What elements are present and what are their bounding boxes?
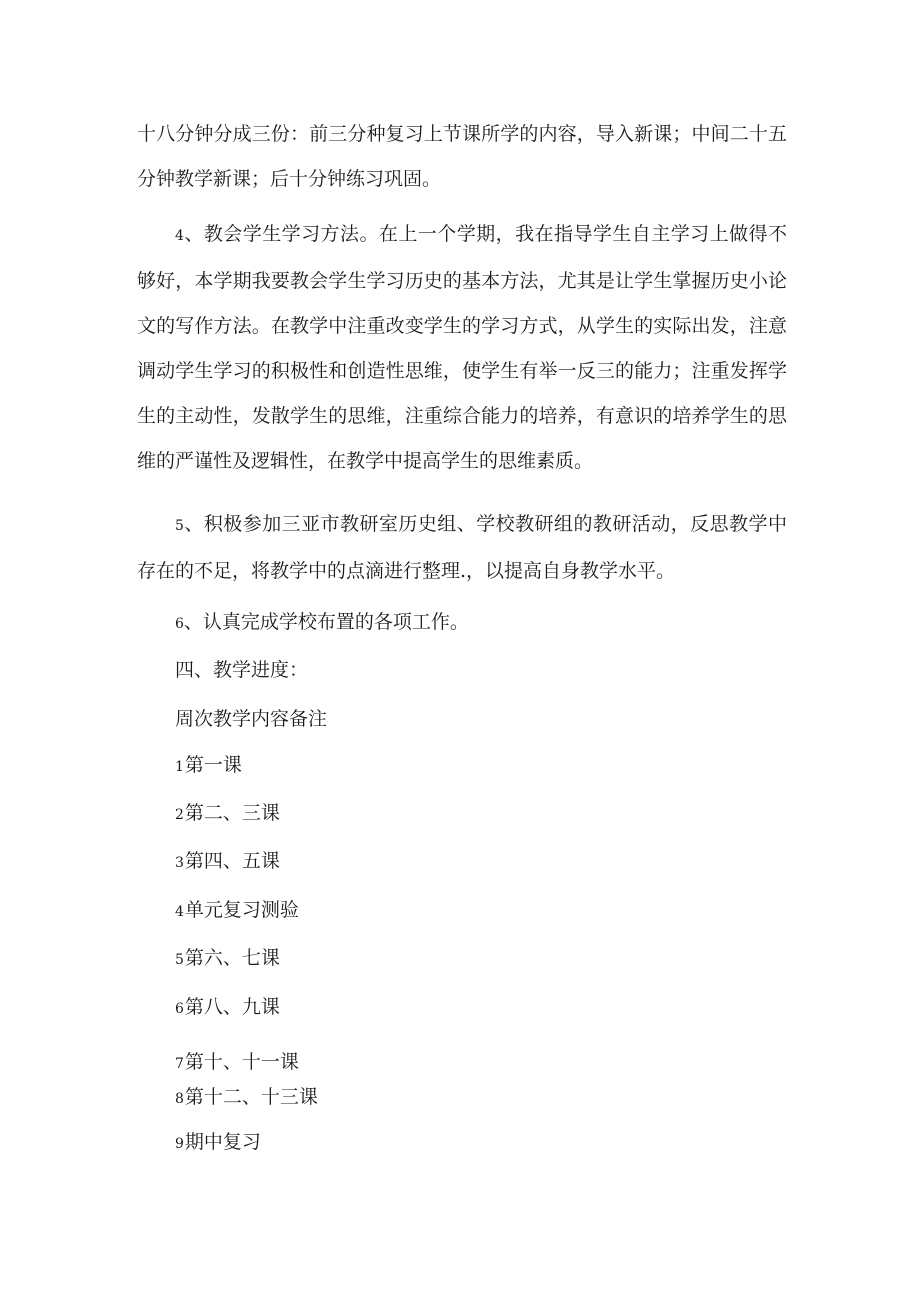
item-number: 6 — [175, 616, 184, 632]
week-content: 第一课 — [184, 754, 242, 776]
item-number: 4 — [175, 228, 184, 244]
schedule-row — [175, 995, 280, 1021]
week-content: 期中复习 — [184, 1131, 261, 1153]
item-text: 、积极参加三亚市教研室历史组、学校教研组的教研活动，反思教学中存在的不足，将教学中的点滴进行整理.，以提高自身教学水平。 — [137, 513, 787, 582]
paragraph-item-4 — [137, 212, 787, 484]
paragraph-continuation: 十八分钟分成三份：前三分种复习上节课所学的内容，导入新课；中间二十五分钟教学新课；后十分钟练习巩固。 — [137, 123, 787, 190]
week-number: 2 — [175, 807, 184, 823]
week-number: 1 — [175, 759, 184, 775]
schedule-row — [175, 898, 299, 924]
schedule-row — [175, 801, 280, 827]
week-number: 5 — [175, 952, 184, 968]
week-content: 第十、十一课 — [184, 1051, 299, 1073]
week-number: 9 — [175, 1136, 184, 1152]
item-number: 5 — [175, 518, 184, 534]
schedule-table-header: 周次教学内容备注 — [175, 708, 328, 730]
paragraph-item-5 — [137, 502, 787, 594]
schedule-row — [175, 946, 280, 972]
week-number: 6 — [175, 1001, 184, 1017]
item-text: 、教会学生学习方法。在上一个学期，我在指导学生自主学习上做得不够好，本学期我要教会学生学习历史的基本方法，尤其是让学生掌握历史小论文的写作方法。在教学中注重改变学生的学习方式，从学生的实际出发，注意调动学生学习的积极性和创造性思维，使学生有举一反三的能力；注重发挥学生的主动性，发散学生的思维，注重综合能力的培养，有意识的培养学生的思维的严谨性及逻辑性，在教学中提高学生的思维素质。 — [137, 223, 787, 472]
schedule-row — [175, 1050, 299, 1076]
week-content: 第八、九课 — [184, 996, 280, 1018]
week-content: 第十二、十三课 — [184, 1086, 318, 1108]
week-number: 4 — [175, 904, 184, 920]
schedule-row — [175, 1085, 318, 1111]
schedule-row — [175, 753, 242, 779]
week-number: 8 — [175, 1091, 184, 1107]
week-content: 第六、七课 — [184, 947, 280, 969]
paragraph-item-6 — [175, 610, 469, 636]
week-content: 第二、三课 — [184, 802, 280, 824]
section-heading: 四、教学进度： — [175, 659, 309, 681]
schedule-row — [175, 849, 280, 875]
schedule-row — [175, 1130, 261, 1156]
week-content: 单元复习测验 — [184, 899, 299, 921]
week-number: 7 — [175, 1056, 184, 1072]
week-content: 第四、五课 — [184, 850, 280, 872]
week-number: 3 — [175, 855, 184, 871]
item-text: 、认真完成学校布置的各项工作。 — [183, 611, 469, 633]
